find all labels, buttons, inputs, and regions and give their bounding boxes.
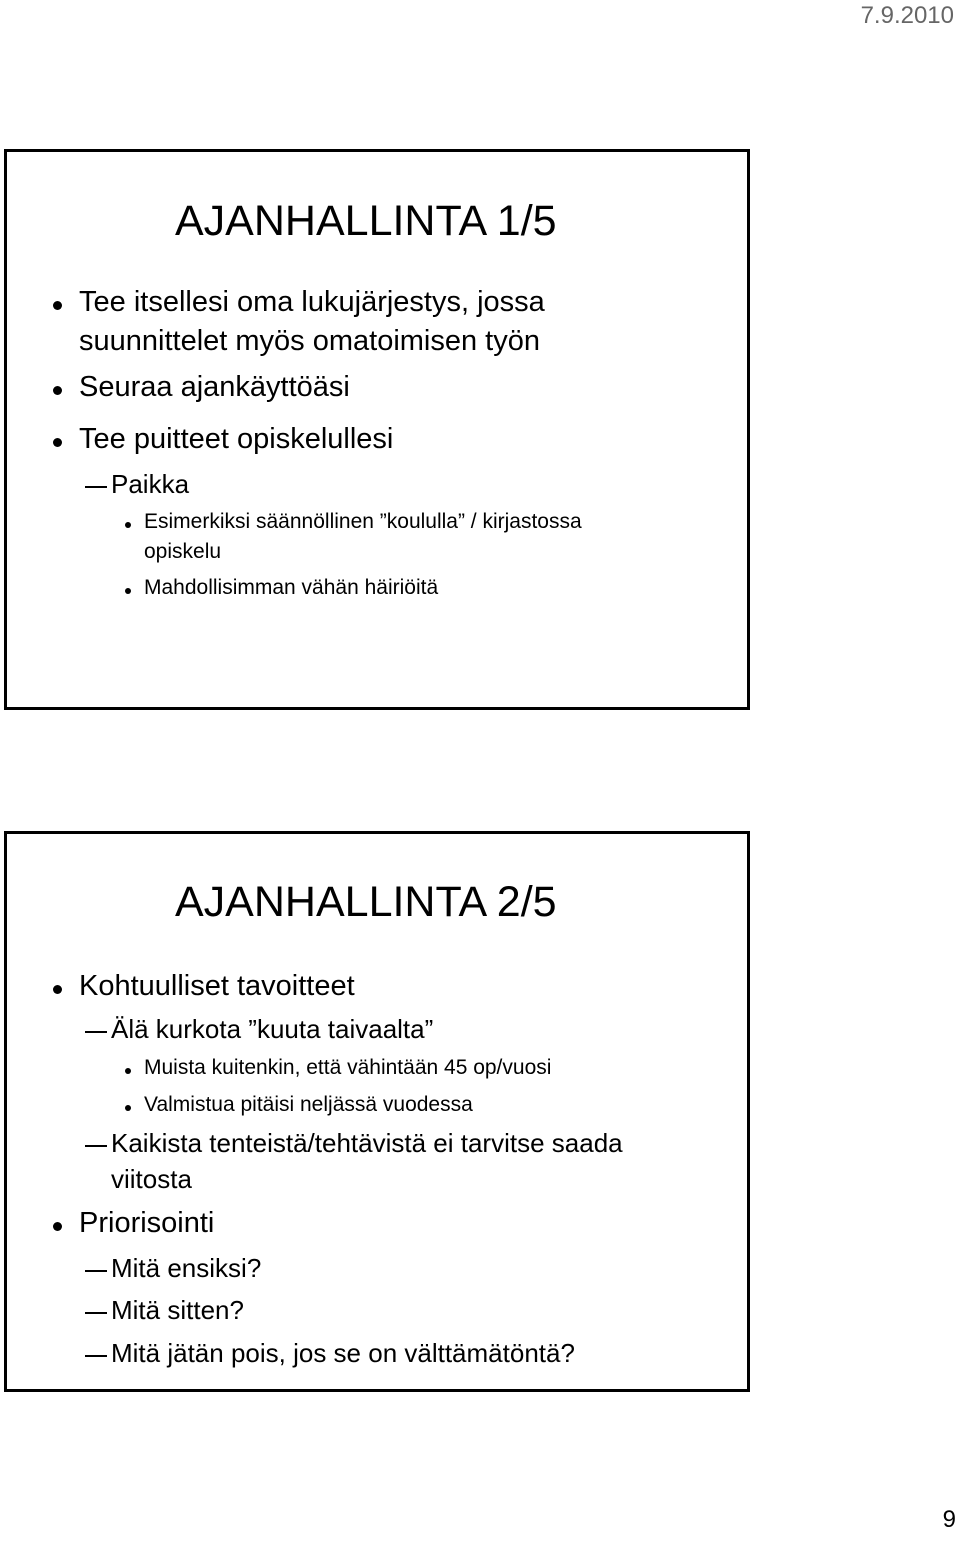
dash-bullet-icon xyxy=(85,1270,107,1272)
sub-sub-bullet-text: Mahdollisimman vähän häiriöitä xyxy=(144,576,439,599)
bullet-text: Tee itsellesi oma lukujärjestys, jossa xyxy=(79,286,545,318)
sub-bullet-text: Mitä jätän pois, jos se on välttämätöntä? xyxy=(111,1338,575,1368)
bullet-text: Priorisointi xyxy=(79,1207,215,1239)
sub-bullet-text: Älä kurkota ”kuuta taivaalta” xyxy=(111,1014,434,1044)
bullet-dot-icon xyxy=(125,588,131,594)
dash-bullet-icon xyxy=(85,1145,107,1147)
sub-bullet-text: Mitä ensiksi? xyxy=(111,1253,262,1283)
sub-bullet-text: Kaikista tenteistä/tehtävistä ei tarvitse saada xyxy=(111,1128,623,1158)
bullet-text: Seuraa ajankäyttöäsi xyxy=(79,371,350,403)
sub-sub-bullet-text: Esimerkiksi säännöllinen ”koululla” / kirjastossa xyxy=(144,510,582,533)
page-date: 7.9.2010 xyxy=(860,2,954,29)
sub-bullet-text: Mitä sitten? xyxy=(111,1295,244,1325)
sub-sub-bullet-text: Muista kuitenkin, että vähintään 45 op/vuosi xyxy=(144,1056,552,1079)
bullet-dot-icon xyxy=(125,1105,131,1111)
bullet-dot-icon xyxy=(53,1222,62,1231)
dash-bullet-icon xyxy=(85,486,107,488)
slide-title: AJANHALLINTA 1/5 xyxy=(175,197,557,245)
bullet-dot-icon xyxy=(125,522,131,528)
dash-bullet-icon xyxy=(85,1355,107,1357)
dash-bullet-icon xyxy=(85,1031,107,1033)
slide-1 xyxy=(4,149,750,710)
sub-sub-bullet-text: Valmistua pitäisi neljässä vuodessa xyxy=(144,1093,473,1116)
slide-2 xyxy=(4,831,750,1392)
bullet-dot-icon xyxy=(53,438,62,447)
bullet-text: Kohtuulliset tavoitteet xyxy=(79,970,355,1002)
bullet-dot-icon xyxy=(53,301,62,310)
bullet-text-continued: suunnittelet myös omatoimisen työn xyxy=(79,325,540,357)
slide-title: AJANHALLINTA 2/5 xyxy=(175,878,557,926)
bullet-dot-icon xyxy=(125,1068,131,1074)
page-number: 9 xyxy=(942,1506,956,1533)
sub-sub-bullet-text-continued: opiskelu xyxy=(144,540,222,563)
sub-bullet-text: Paikka xyxy=(111,469,190,499)
bullet-text: Tee puitteet opiskelullesi xyxy=(79,423,394,455)
bullet-dot-icon xyxy=(53,985,62,994)
dash-bullet-icon xyxy=(85,1312,107,1314)
bullet-dot-icon xyxy=(53,386,62,395)
sub-bullet-text-continued: viitosta xyxy=(111,1164,192,1194)
